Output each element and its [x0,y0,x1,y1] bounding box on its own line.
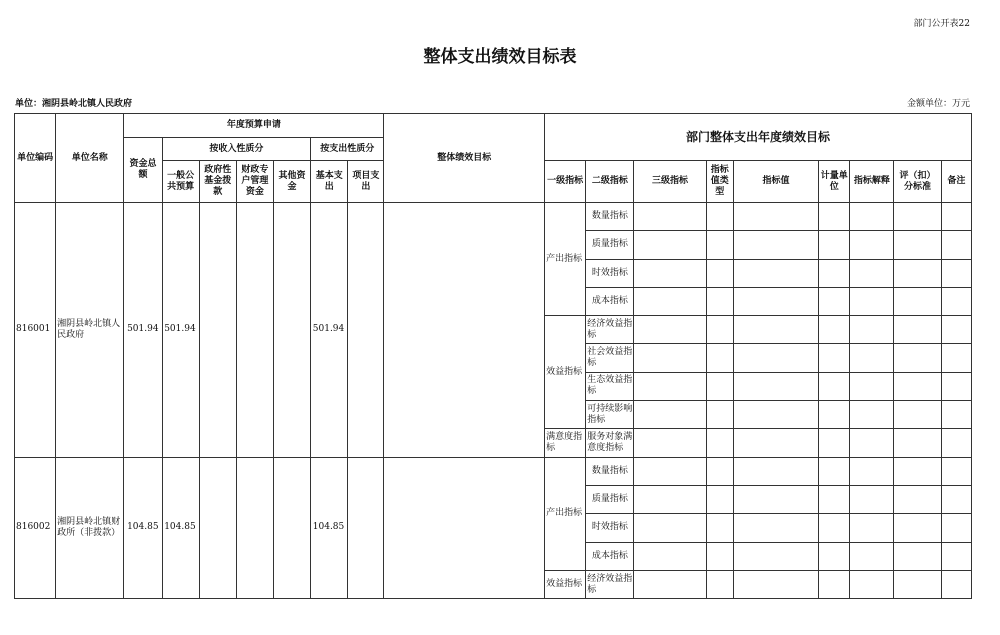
level1-indicator: 产出指标 [545,203,586,316]
level2-indicator: 质量指标 [586,231,634,259]
level2-indicator: 服务对象满意度指标 [586,429,634,457]
table-number-label: 部门公开表22 [913,19,970,29]
scoring-cell [894,259,941,287]
level3-indicator [634,401,706,429]
measure-unit-cell [819,429,850,457]
measure-unit-cell [819,401,850,429]
value-cell [733,514,818,542]
level2-indicator: 成本指标 [586,287,634,315]
remark-cell [941,514,971,542]
level1-indicator: 满意度指标 [545,429,586,457]
explanation-cell [850,259,894,287]
remark-cell [941,203,971,231]
header-annual-budget: 年度预算申请 [124,114,384,138]
unit-code: 816002 [15,457,56,598]
table-row [15,203,972,231]
general-budget: 104.85 [162,457,199,598]
level3-indicator [634,231,706,259]
remark-cell [941,344,971,372]
measure-unit-cell [819,344,850,372]
remark-cell [941,542,971,570]
table-row [15,457,972,485]
unit-name: 湘阴县岭北镇财政所（非拨款） [56,457,124,598]
value-cell [733,287,818,315]
scoring-cell [894,542,941,570]
value-type-cell [706,457,733,485]
value-type-cell [706,372,733,400]
explanation-cell [850,344,894,372]
value-type-cell [706,570,733,598]
level3-indicator [634,570,706,598]
header-code: 单位编码 [15,114,56,203]
measure-unit-cell [819,259,850,287]
level1-indicator: 产出指标 [545,457,586,570]
value-type-cell [706,287,733,315]
header-name: 单位名称 [56,114,124,203]
measure-unit-cell [819,203,850,231]
level1-indicator: 效益指标 [545,570,586,598]
header-other-fund: 其他资金 [273,161,310,203]
value-cell [733,344,818,372]
header-general-budget: 一般公共预算 [162,161,199,203]
page-title: 整体支出绩效目标表 [423,47,577,67]
header-value: 指标值 [733,161,818,203]
explanation-cell [850,570,894,598]
project-expense [348,457,384,598]
value-cell [733,372,818,400]
value-cell [733,259,818,287]
scoring-cell [894,457,941,485]
level2-indicator: 时效指标 [586,514,634,542]
special-fund [236,457,273,598]
level2-indicator: 经济效益指标 [586,316,634,344]
scoring-cell [894,372,941,400]
measure-unit-cell [819,542,850,570]
explanation-cell [850,457,894,485]
general-budget: 501.94 [162,203,199,458]
value-cell [733,485,818,513]
header-level1: 一级指标 [545,161,586,203]
explanation-cell [850,287,894,315]
scoring-cell [894,287,941,315]
remark-cell [941,259,971,287]
value-cell [733,203,818,231]
header-level3: 三级指标 [634,161,706,203]
measure-unit-cell [819,372,850,400]
header-gov-fund: 政府性基金拨款 [199,161,236,203]
value-type-cell [706,429,733,457]
header-overall-goal: 整体绩效目标 [384,114,545,203]
explanation-cell [850,542,894,570]
remark-cell [941,457,971,485]
unit-label: 单位：湘阴县岭北镇人民政府 [15,99,133,109]
level3-indicator [634,316,706,344]
value-cell [733,316,818,344]
value-type-cell [706,316,733,344]
header-dept-goal: 部门整体支出年度绩效目标 [545,114,972,161]
explanation-cell [850,401,894,429]
value-type-cell [706,259,733,287]
other-fund [273,203,310,458]
explanation-cell [850,203,894,231]
level3-indicator [634,372,706,400]
header-measure-unit: 计量单位 [819,161,850,203]
value-cell [733,401,818,429]
explanation-cell [850,372,894,400]
measure-unit-cell [819,316,850,344]
gov-fund [199,457,236,598]
remark-cell [941,401,971,429]
header-special-fund: 财政专户管理资金 [236,161,273,203]
level3-indicator [634,542,706,570]
value-type-cell [706,542,733,570]
value-type-cell [706,401,733,429]
other-fund [273,457,310,598]
level3-indicator [634,344,706,372]
explanation-cell [850,485,894,513]
level3-indicator [634,485,706,513]
level2-indicator: 生态效益指标 [586,372,634,400]
remark-cell [941,287,971,315]
level2-indicator: 数量指标 [586,203,634,231]
remark-cell [941,429,971,457]
remark-cell [941,485,971,513]
level3-indicator [634,203,706,231]
performance-goal-table [14,113,972,599]
header-basic-exp: 基本支出 [311,161,348,203]
level2-indicator: 成本指标 [586,542,634,570]
scoring-cell [894,203,941,231]
scoring-cell [894,570,941,598]
remark-cell [941,231,971,259]
measure-unit-cell [819,287,850,315]
level1-indicator: 效益指标 [545,316,586,429]
measure-unit-cell [819,485,850,513]
special-fund [236,203,273,458]
value-type-cell [706,344,733,372]
level2-indicator: 数量指标 [586,457,634,485]
measure-unit-cell [819,514,850,542]
amount-unit-label: 金额单位：万元 [906,99,970,109]
value-type-cell [706,514,733,542]
value-cell [733,570,818,598]
project-expense [348,203,384,458]
header-value-type: 指标值类型 [706,161,733,203]
level2-indicator: 社会效益指标 [586,344,634,372]
value-type-cell [706,203,733,231]
value-type-cell [706,485,733,513]
value-type-cell [706,231,733,259]
explanation-cell [850,231,894,259]
overall-goal-cell [384,203,545,458]
scoring-cell [894,514,941,542]
level3-indicator [634,259,706,287]
remark-cell [941,372,971,400]
scoring-cell [894,429,941,457]
measure-unit-cell [819,457,850,485]
level3-indicator [634,514,706,542]
header-project-exp: 项目支出 [348,161,384,203]
measure-unit-cell [819,231,850,259]
unit-name: 湘阴县岭北镇人民政府 [56,203,124,458]
total-funds: 104.85 [124,457,162,598]
table-body [15,203,972,599]
measure-unit-cell [819,570,850,598]
header-remark: 备注 [941,161,971,203]
explanation-cell [850,316,894,344]
value-cell [733,231,818,259]
scoring-cell [894,231,941,259]
explanation-cell [850,514,894,542]
unit-code: 816001 [15,203,56,458]
scoring-cell [894,485,941,513]
header-level2: 二级指标 [586,161,634,203]
header-explanation: 指标解释 [850,161,894,203]
level3-indicator [634,287,706,315]
remark-cell [941,316,971,344]
header-by-income: 按收入性质分 [162,138,311,161]
header-scoring: 评（扣）分标准 [894,161,941,203]
level3-indicator [634,457,706,485]
level2-indicator: 可持续影响指标 [586,401,634,429]
level2-indicator: 质量指标 [586,485,634,513]
level2-indicator: 经济效益指标 [586,570,634,598]
value-cell [733,457,818,485]
explanation-cell [850,429,894,457]
overall-goal-cell [384,457,545,598]
scoring-cell [894,344,941,372]
value-cell [733,429,818,457]
header-by-expense: 按支出性质分 [311,138,384,161]
value-cell [733,542,818,570]
remark-cell [941,570,971,598]
basic-expense: 104.85 [311,457,348,598]
total-funds: 501.94 [124,203,162,458]
scoring-cell [894,316,941,344]
level2-indicator: 时效指标 [586,259,634,287]
scoring-cell [894,401,941,429]
level3-indicator [634,429,706,457]
basic-expense: 501.94 [311,203,348,458]
header-total-funds: 资金总额 [124,138,162,203]
gov-fund [199,203,236,458]
